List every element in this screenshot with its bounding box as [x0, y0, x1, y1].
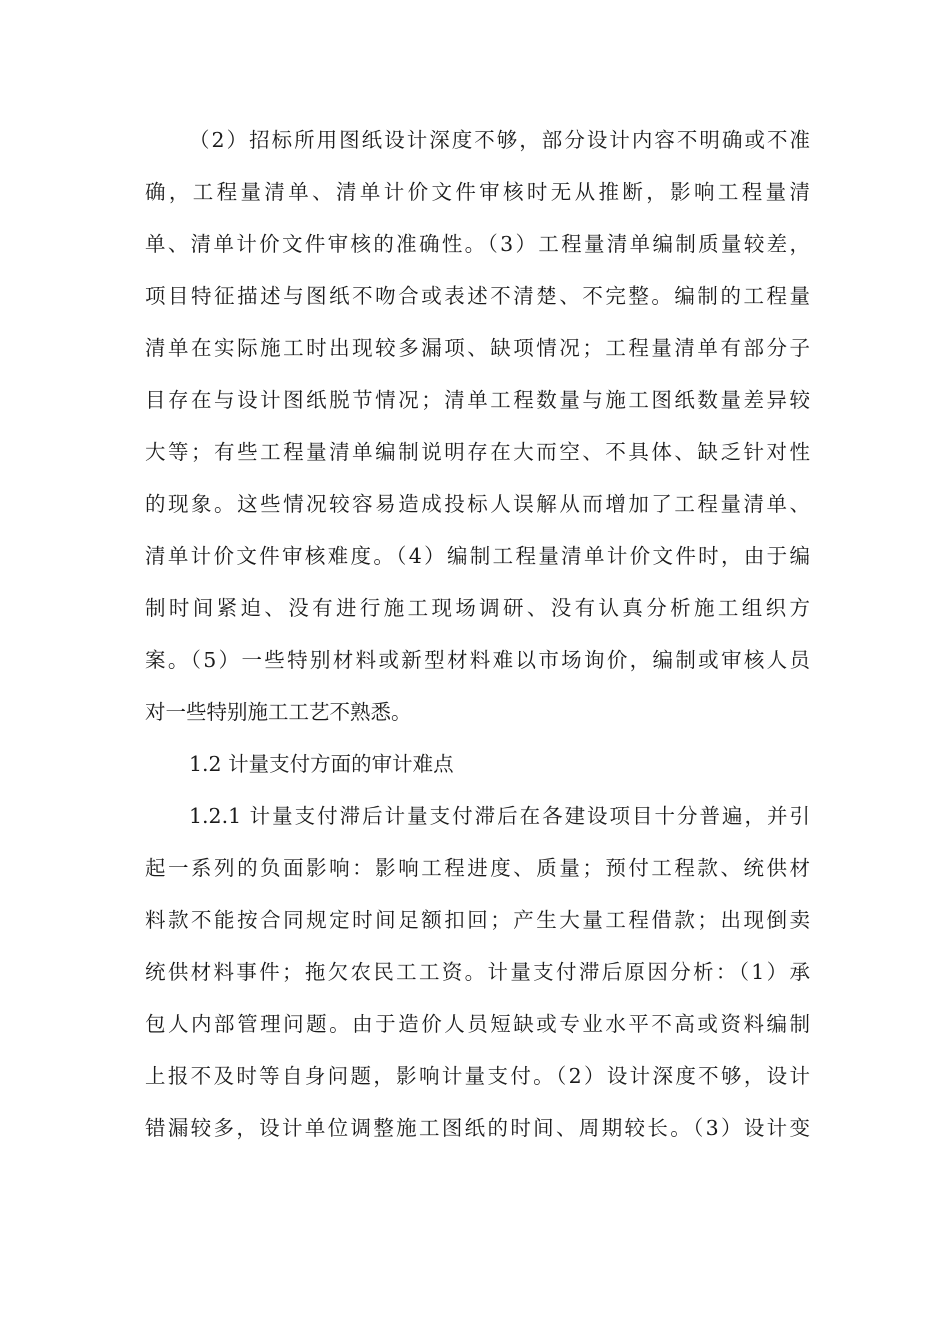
body-text: [145, 114, 810, 1154]
paragraph-line: 单、清单计价文件审核的准确性。（3）工程量清单编制质量较差，: [145, 232, 810, 256]
paragraph-line: 错漏较多，设计单位调整施工图纸的时间、周期较长。（3）设计变: [145, 1116, 810, 1140]
paragraph-line: 起一系列的负面影响：影响工程进度、质量；预付工程款、统供材: [145, 856, 810, 880]
paragraph-line: 的现象。这些情况较容易造成投标人误解从而增加了工程量清单、: [145, 492, 810, 516]
section-heading: 1.2 计量支付方面的审计难点: [189, 752, 454, 776]
paragraph-line: 目存在与设计图纸脱节情况；清单工程数量与施工图纸数量差异较: [145, 388, 810, 412]
paragraph-last-line: 对一些特别施工工艺不熟悉。: [145, 700, 412, 724]
paragraph-line: 统供材料事件；拖欠农民工工资。计量支付滞后原因分析：（1）承: [145, 960, 810, 984]
paragraph-line: 大等；有些工程量清单编制说明存在大而空、不具体、缺乏针对性: [145, 440, 810, 464]
paragraph-line: 上报不及时等自身问题，影响计量支付。（2）设计深度不够，设计: [145, 1064, 810, 1088]
paragraph-line: 清单在实际施工时出现较多漏项、缺项情况；工程量清单有部分子: [145, 336, 810, 360]
paragraph-line: 1.2.1 计量支付滞后计量支付滞后在各建设项目十分普遍，并引: [189, 804, 810, 828]
paragraph-line: （2）招标所用图纸设计深度不够，部分设计内容不明确或不准: [189, 128, 810, 152]
paragraph-line: 确，工程量清单、清单计价文件审核时无从推断，影响工程量清: [145, 180, 810, 204]
paragraph-line: 制时间紧迫、没有进行施工现场调研、没有认真分析施工组织方: [145, 596, 810, 620]
paragraph-line: 包人内部管理问题。由于造价人员短缺或专业水平不高或资料编制: [145, 1012, 810, 1036]
paragraph-line: 案。（5）一些特别材料或新型材料难以市场询价，编制或审核人员: [145, 648, 810, 672]
paragraph-line: 料款不能按合同规定时间足额扣回；产生大量工程借款；出现倒卖: [145, 908, 810, 932]
paragraph-line: 清单计价文件审核难度。（4）编制工程量清单计价文件时，由于编: [145, 544, 810, 568]
paragraph-line: 项目特征描述与图纸不吻合或表述不清楚、不完整。编制的工程量: [145, 284, 810, 308]
